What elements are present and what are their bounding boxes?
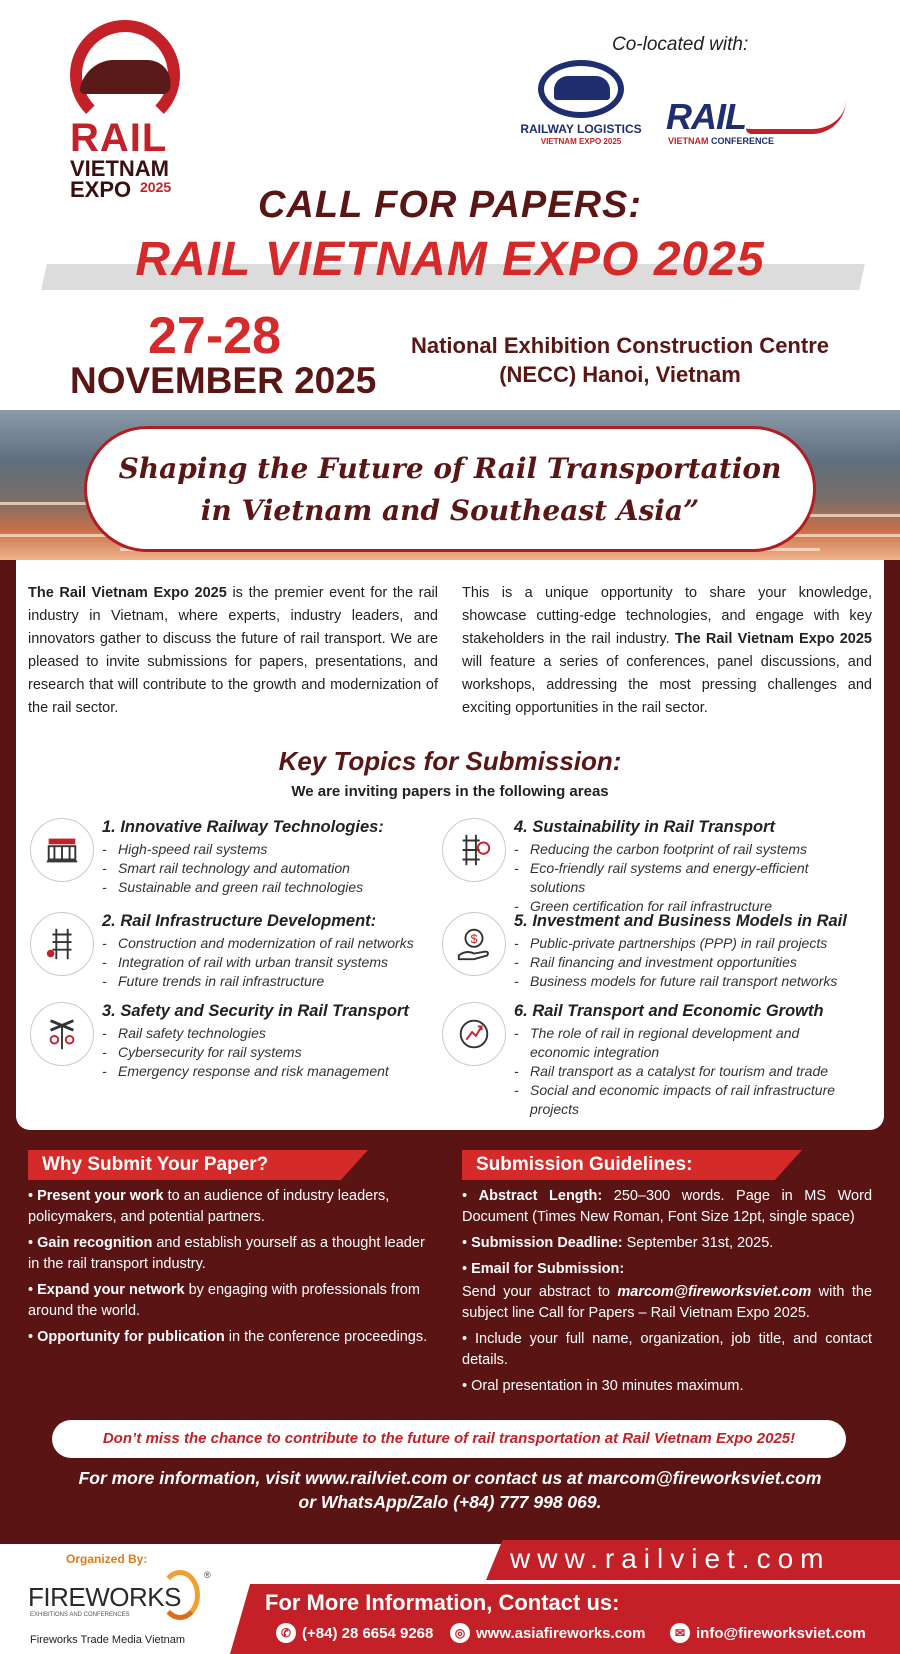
why-point-bold: Present your work bbox=[37, 1188, 164, 1204]
topic-item: - The role of rail in regional development and economic integration bbox=[514, 1024, 854, 1062]
topic-item: - High-speed rail systems bbox=[102, 840, 363, 859]
topic-list bbox=[102, 840, 363, 897]
intro-left-text: is the premier event for the rail industry in Vietnam, where experts, industry leaders, and innovators gather to discuss the future of rail transport. We are pleased to invite submissions for papers, presentations, and research that will contribute to the growth and modernization of the rail sector. bbox=[28, 585, 438, 716]
phone-contact[interactable] bbox=[276, 1623, 433, 1643]
why-point-text: to an audience of industry leaders, policymakers, and potential partners. bbox=[28, 1188, 390, 1225]
more-info-line-2: or WhatsApp/Zalo (+84) 777 998 069. bbox=[298, 1492, 602, 1512]
intro-right-bold: The Rail Vietnam Expo 2025 bbox=[674, 631, 872, 647]
topic-list bbox=[514, 1024, 854, 1119]
train-station-icon bbox=[30, 818, 94, 882]
train-icon bbox=[554, 76, 610, 100]
web-contact[interactable] bbox=[450, 1623, 646, 1643]
topic-item: - Public-private partnerships (PPP) in rail projects bbox=[514, 934, 837, 953]
cta-banner: Don’t miss the chance to contribute to the future of rail transportation at Rail Vietnam Expo 2025! bbox=[52, 1420, 846, 1458]
intro-left-paragraph bbox=[28, 582, 438, 720]
topic-item: - Cybersecurity for rail systems bbox=[102, 1043, 389, 1062]
why-point-bold: Gain recognition bbox=[37, 1235, 153, 1251]
topic-item: - Eco-friendly rail systems and energy-efficient solutions bbox=[514, 859, 842, 897]
topic-item: - Emergency response and risk management bbox=[102, 1062, 389, 1081]
logo-expo-text: EXPO bbox=[70, 177, 132, 202]
topic-item: - Construction and modernization of rail networks bbox=[102, 934, 414, 953]
logo-vietnam-text: VIETNAM bbox=[70, 156, 169, 181]
logo2-vietnam: VIETNAM bbox=[668, 136, 709, 146]
why-point-bold: Expand your network bbox=[37, 1282, 185, 1298]
guideline-text: September 31st, 2025. bbox=[622, 1235, 774, 1251]
topic-heading: 2. Rail Infrastructure Development: bbox=[102, 912, 377, 930]
topic-heading: 3. Safety and Security in Rail Transport bbox=[102, 1002, 409, 1020]
topic-item: - Rail safety technologies bbox=[102, 1024, 389, 1043]
topic-item: - Business models for future rail transport networks bbox=[514, 972, 837, 991]
phone-icon: ✆ bbox=[276, 1623, 296, 1643]
tagline-line-1: Shaping the Future of Rail Transportation bbox=[118, 452, 782, 485]
phone-text: (+84) 28 6654 9268 bbox=[302, 1624, 434, 1642]
event-days: 27-28 bbox=[148, 307, 281, 365]
organizer-full-name: Fireworks Trade Media Vietnam bbox=[30, 1634, 186, 1646]
logo1-subtitle: VIETNAM EXPO 2025 bbox=[540, 137, 622, 146]
guidelines-list bbox=[462, 1186, 872, 1402]
why-submit-list bbox=[28, 1186, 438, 1353]
rail-vietnam-conference-logo bbox=[666, 96, 846, 152]
submission-email-link[interactable]: marcom@fireworksviet.com bbox=[617, 1284, 812, 1300]
registered-mark: ® bbox=[204, 1570, 211, 1580]
event-title: RAIL VIETNAM EXPO 2025 bbox=[135, 233, 765, 286]
why-submit-header bbox=[28, 1150, 368, 1180]
mail-icon: ✉ bbox=[670, 1623, 690, 1643]
logo-year-text: 2025 bbox=[140, 179, 172, 195]
key-topics-subtitle: We are inviting papers in the following areas bbox=[291, 783, 609, 800]
venue-line-2: (NECC) Hanoi, Vietnam bbox=[499, 362, 741, 387]
topic-list bbox=[102, 934, 414, 991]
guideline-email-heading: • Email for Submission: bbox=[462, 1261, 625, 1277]
guidelines-header bbox=[462, 1150, 802, 1180]
logo2-conference: CONFERENCE bbox=[711, 136, 775, 146]
web-text: www.asiafireworks.com bbox=[476, 1624, 646, 1642]
intro-right-text: This is a unique opportunity to share your knowledge, showcase cutting-edge technologies, and engage with key stakeholders in the rail industry. bbox=[462, 585, 872, 647]
logo2-rail: RAIL bbox=[666, 96, 746, 137]
intro-right-paragraph bbox=[462, 582, 872, 720]
topic-heading: 4. Sustainability in Rail Transport bbox=[514, 818, 776, 836]
guideline-text: Send your abstract to bbox=[462, 1284, 618, 1300]
topic-heading: 6. Rail Transport and Economic Growth bbox=[514, 1002, 824, 1020]
more-info-line-1: For more information, visit www.railviet.com or contact us at marcom@fireworksviet.com bbox=[78, 1468, 822, 1488]
globe-icon: ◎ bbox=[450, 1623, 470, 1643]
why-point-text: and establish yourself as a thought leader in the rail transport industry. bbox=[28, 1235, 425, 1272]
why-point-bold: Opportunity for publication bbox=[37, 1329, 225, 1345]
topic-item: - Sustainable and green rail technologies bbox=[102, 878, 363, 897]
topic-list bbox=[102, 1024, 389, 1081]
guideline-text: 250–300 words. Page in MS Word Document (Times New Roman, Font Size 12pt, single space) bbox=[462, 1188, 873, 1225]
venue-line-1: National Exhibition Construction Centre bbox=[410, 333, 829, 358]
fireworks-logo bbox=[28, 1570, 211, 1630]
contact-title: For More Information, Contact us: bbox=[265, 1590, 620, 1615]
why-point-text: by engaging with professionals from around the world. bbox=[28, 1282, 420, 1319]
topic-heading: 1. Innovative Railway Technologies: bbox=[102, 818, 384, 836]
guideline-abstract: • Abstract Length: 250–300 words. Page in MS Word Document (Times New Roman, Font Size 12pt, single space) bbox=[462, 1188, 873, 1225]
logo2-subtitle bbox=[668, 136, 774, 146]
topic-item: - Smart rail technology and automation bbox=[102, 859, 363, 878]
why-point: • Expand your network by engaging with professionals from around the world. bbox=[28, 1282, 420, 1319]
email-text: info@fireworksviet.com bbox=[696, 1624, 866, 1642]
svg-text:$: $ bbox=[470, 932, 478, 947]
key-topics-title: Key Topics for Submission: bbox=[278, 746, 622, 776]
more-info bbox=[0, 1466, 900, 1514]
logo1-title: RAILWAY LOGISTICS bbox=[520, 122, 642, 136]
topic-item: - Future trends in rail infrastructure bbox=[102, 972, 414, 991]
topic-list bbox=[514, 840, 842, 916]
railway-crossing-icon bbox=[30, 1002, 94, 1066]
topic-item: - Social and economic impacts of rail infrastructure projects bbox=[514, 1081, 854, 1119]
topic-list bbox=[514, 934, 837, 991]
topic-item: - Rail transport as a catalyst for tourism and trade bbox=[514, 1062, 854, 1081]
website-link[interactable]: www.railviet.com bbox=[510, 1543, 831, 1574]
topic-item: - Integration of rail with urban transit systems bbox=[102, 953, 414, 972]
eco-rail-icon bbox=[442, 818, 506, 882]
guideline-bold: Abstract Length: bbox=[478, 1188, 603, 1204]
colocated-label: Co-located with: bbox=[612, 34, 749, 55]
topic-item: - Reducing the carbon footprint of rail systems bbox=[514, 840, 842, 859]
guidelines-title: Submission Guidelines: bbox=[476, 1154, 693, 1175]
why-point: • Present your work to an audience of industry leaders, policymakers, and potential partners. bbox=[28, 1188, 390, 1225]
call-for-papers-title: CALL FOR PAPERS: bbox=[257, 184, 643, 226]
topic-item: - Green certification for rail infrastructure bbox=[514, 897, 842, 916]
intro-left-bold: The Rail Vietnam Expo 2025 bbox=[28, 585, 227, 601]
rail-vietnam-expo-logo bbox=[60, 20, 190, 202]
fireworks-tagline: EXHIBITIONS AND CONFERENCES bbox=[30, 1612, 130, 1618]
topic-item: - Rail financing and investment opportunities bbox=[514, 953, 837, 972]
guideline-bold: Email for Submission: bbox=[471, 1261, 625, 1277]
guideline-text: with the subject line Call for Papers – Rail Vietnam Expo 2025. bbox=[462, 1284, 873, 1321]
topic-heading: 5. Investment and Business Models in Rail bbox=[514, 912, 847, 930]
logo-rail-text: RAIL bbox=[70, 116, 168, 160]
guideline-deadline: • Submission Deadline: September 31st, 2025. bbox=[462, 1235, 774, 1251]
fireworks-name: FIREWORKS bbox=[28, 1582, 181, 1612]
event-month: NOVEMBER 2025 bbox=[70, 360, 377, 401]
email-contact[interactable] bbox=[670, 1623, 866, 1643]
guideline-oral: • Oral presentation in 30 minutes maximum. bbox=[462, 1378, 744, 1394]
guideline-text: Include your full name, organization, job title, and contact details. bbox=[462, 1331, 872, 1368]
guideline-email bbox=[462, 1282, 872, 1324]
swirl-icon bbox=[160, 1570, 200, 1620]
investment-icon bbox=[442, 912, 506, 976]
tagline-line-2: in Vietnam and Southeast Asia” bbox=[200, 494, 700, 527]
guideline-bold: Submission Deadline: bbox=[471, 1235, 623, 1251]
tagline bbox=[84, 448, 816, 532]
guideline-include: • Include your full name, organization, job title, and contact details. bbox=[462, 1331, 872, 1368]
railway-logistics-logo bbox=[516, 60, 646, 150]
why-point-text: in the conference proceedings. bbox=[224, 1329, 428, 1345]
guideline-text: Oral presentation in 30 minutes maximum. bbox=[471, 1378, 744, 1394]
economic-growth-icon bbox=[442, 1002, 506, 1066]
why-submit-title: Why Submit Your Paper? bbox=[42, 1154, 269, 1175]
intro-right-text-end: will feature a series of conferences, panel discussions, and workshops, addressing the most pressing challenges and exciting opportunities in the rail sector. bbox=[462, 654, 872, 716]
why-point: • Opportunity for publication in the conference proceedings. bbox=[28, 1329, 428, 1345]
rail-track-icon bbox=[30, 912, 94, 976]
why-point: • Gain recognition and establish yourself as a thought leader in the rail transport industry. bbox=[28, 1235, 425, 1272]
organized-by-label: Organized By: bbox=[66, 1552, 148, 1566]
